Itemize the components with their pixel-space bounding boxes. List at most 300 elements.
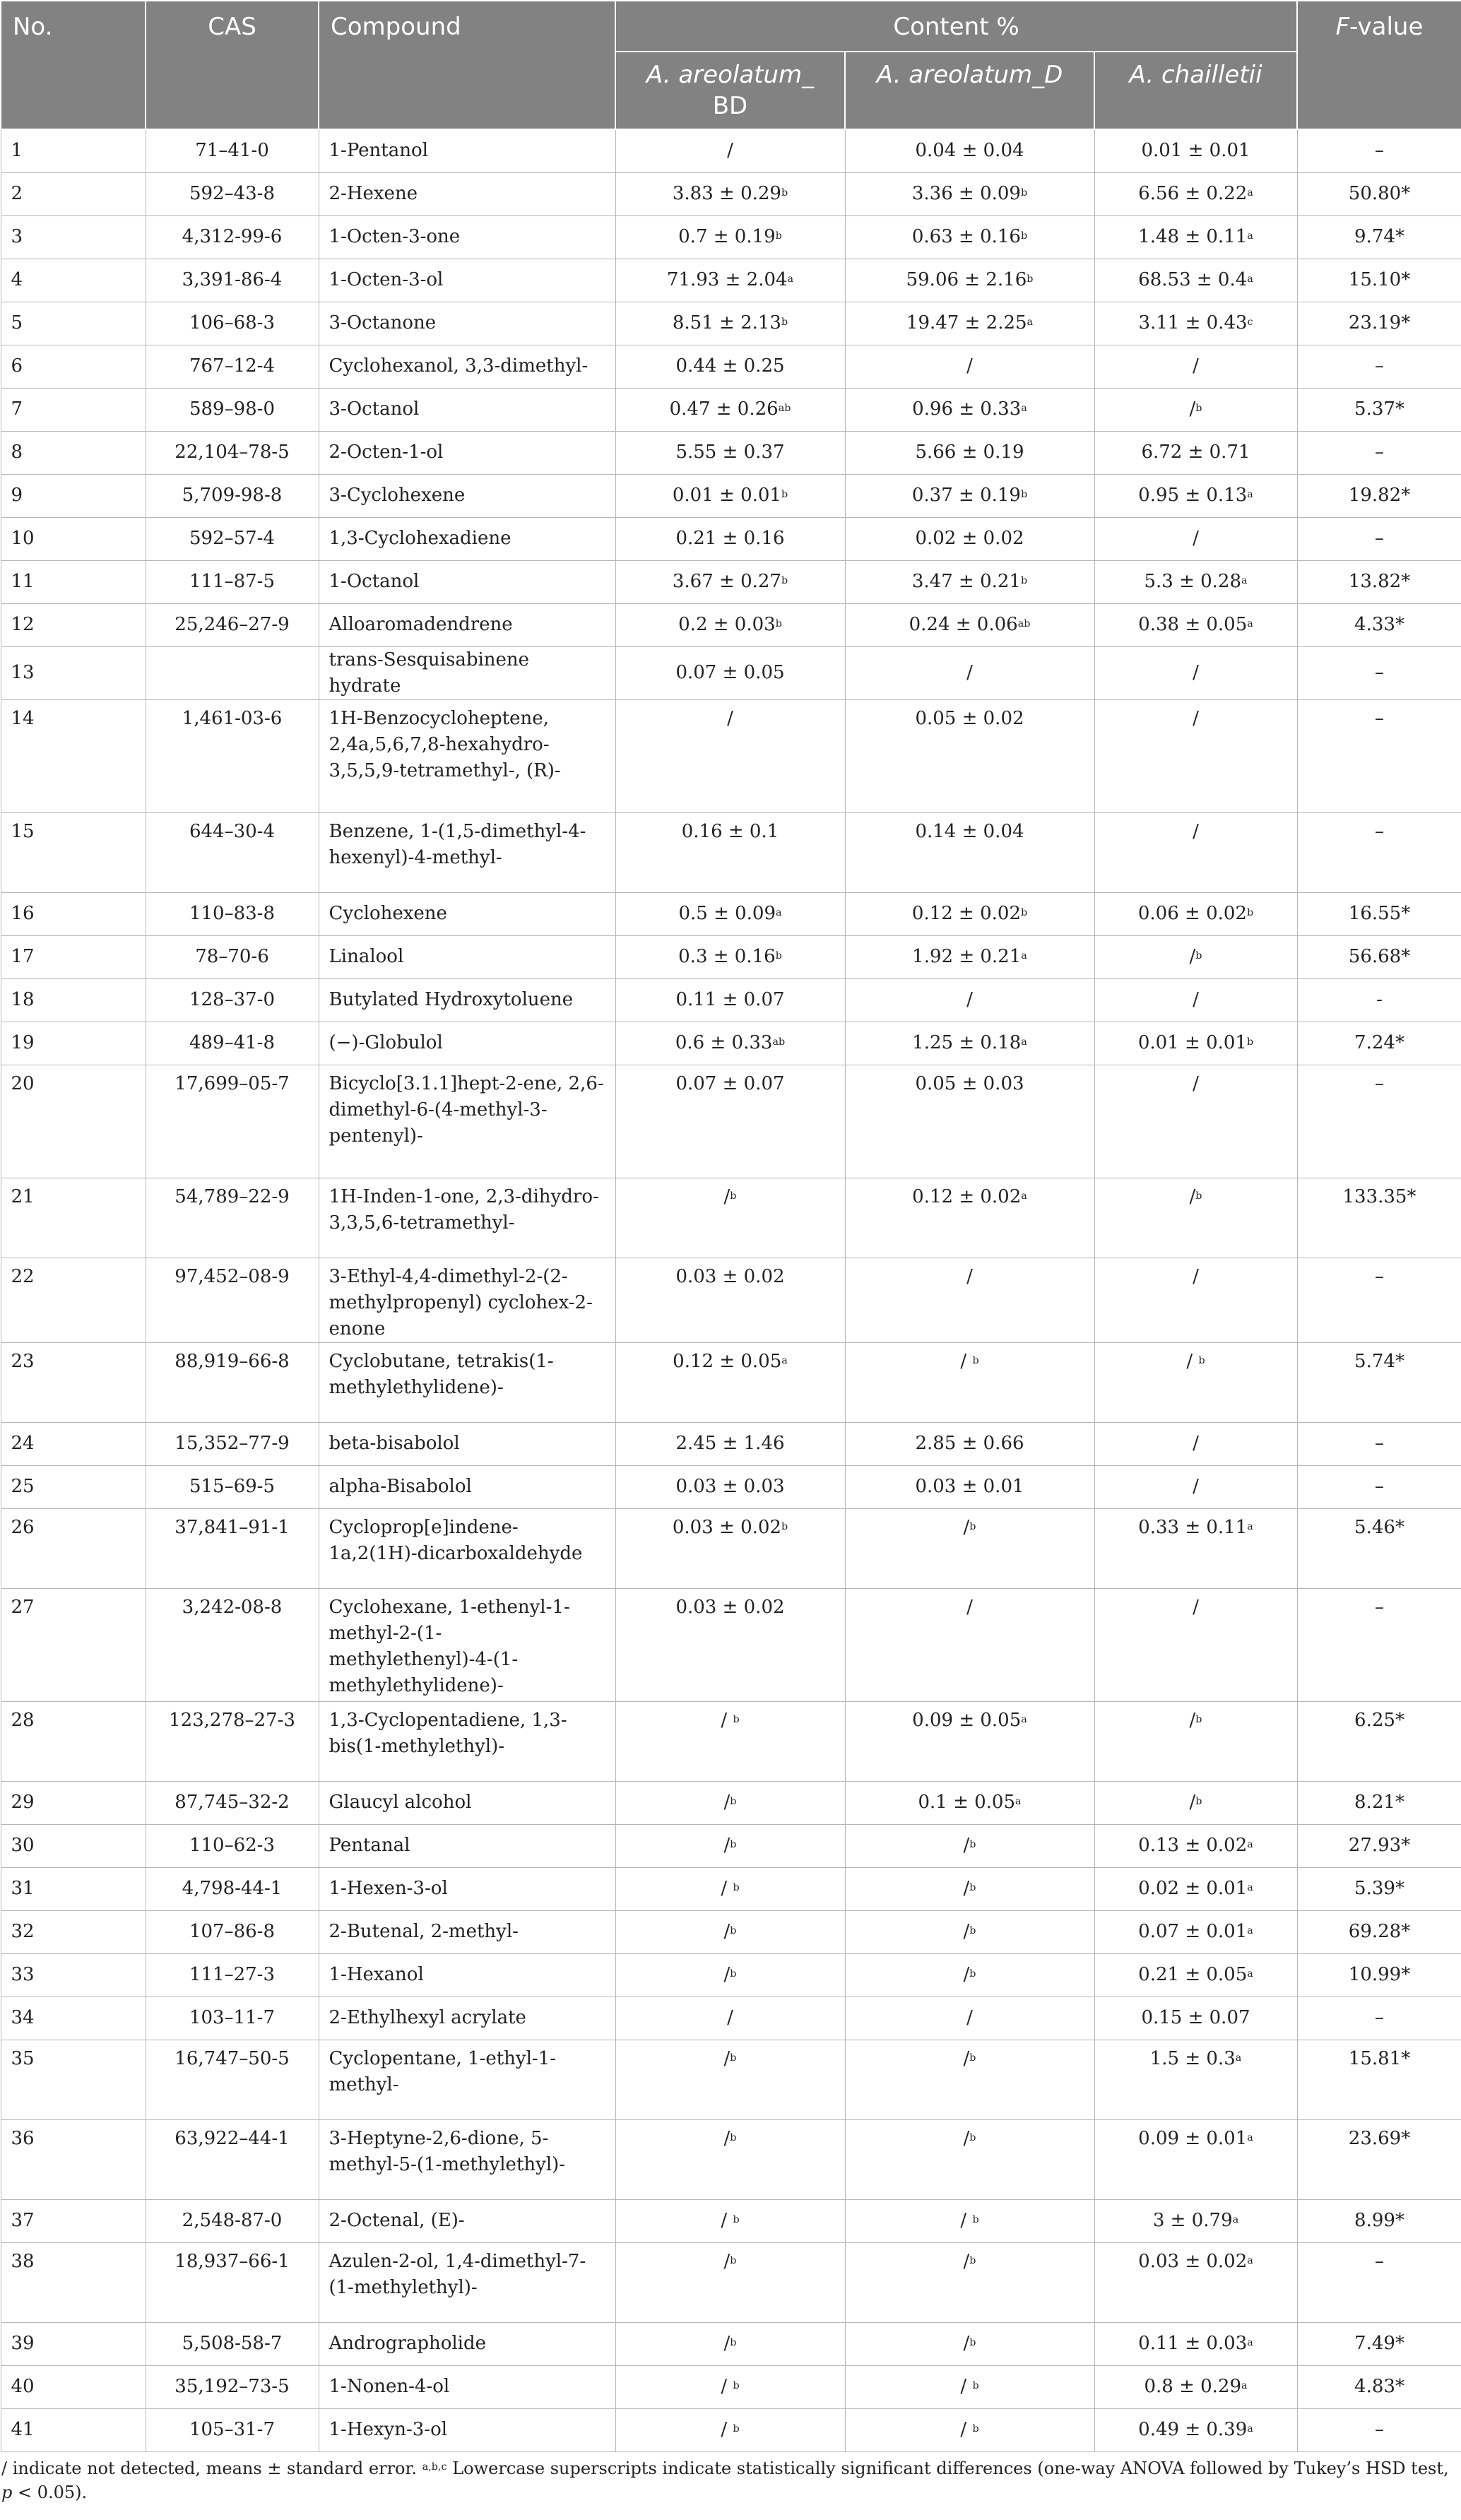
header-cas: CAS [146, 1, 319, 129]
cell-a-areolatum-d-superscript: a [1027, 317, 1034, 328]
cell-cas [146, 646, 319, 699]
cell-no-text: 30 [11, 1835, 35, 1856]
cell-a-chailletii-text: / [1193, 1265, 1199, 1287]
cell-a-areolatum-d [845, 2040, 1094, 2119]
cell-no-text: 3 [11, 226, 23, 247]
cell-compound [319, 517, 615, 560]
cell-f-value-text: – [1375, 2419, 1384, 2440]
cell-a-chailletii [1094, 1910, 1297, 1953]
cell-a-areolatum-d-text: / [966, 2007, 973, 2028]
cell-a-areolatum-bd-superscript: b [733, 1882, 740, 1893]
cell-f-value [1297, 1867, 1461, 1910]
cell-f-value [1297, 474, 1461, 517]
cell-a-chailletii-text: / [1193, 707, 1199, 729]
cell-f-value-text: 15.81* [1348, 2047, 1411, 2069]
cell-cas-text: 110–62-3 [189, 1835, 276, 1856]
cell-a-chailletii-text: / [1193, 820, 1199, 842]
cell-no-text: 10 [11, 528, 35, 549]
cell-a-areolatum-bd-text: / [723, 1921, 730, 1942]
cell-f-value [1297, 302, 1461, 345]
cell-cas-text: 18,937–66-1 [175, 2250, 290, 2272]
cell-f-value [1297, 646, 1461, 699]
cell-a-areolatum-bd [615, 2365, 845, 2408]
cell-a-chailletii-superscript: b [1198, 1354, 1205, 1366]
cell-a-chailletii-text: / [1193, 1433, 1199, 1454]
cell-a-areolatum-bd-text: 0.03 ± 0.02 [672, 1516, 781, 1538]
table-header [1, 1, 1461, 129]
cell-a-areolatum-d-text: 0.1 ± 0.05 [918, 1792, 1016, 1813]
header-no: No. [1, 1, 146, 129]
cell-compound-text: 1-Hexyn-3-ol [329, 2419, 448, 2440]
cell-a-chailletii-superscript: a [1241, 2380, 1248, 2391]
cell-a-chailletii-text: / [1193, 1476, 1199, 1497]
cell-f-value [1297, 2040, 1461, 2119]
cell-a-areolatum-d [845, 2119, 1094, 2199]
cell-cas [146, 388, 319, 431]
cell-cas [146, 1465, 319, 1508]
cell-cas-text: 592–43-8 [189, 183, 276, 204]
cell-a-chailletii [1094, 1422, 1297, 1465]
cell-a-areolatum-bd-text: 0.47 ± 0.26 [669, 398, 779, 420]
cell-a-areolatum-d-text: 1.92 ± 0.21 [912, 946, 1022, 967]
cell-a-chailletii-text: 0.15 ± 0.07 [1141, 2007, 1250, 2028]
cell-compound [319, 978, 615, 1022]
header-a-areolatum-bd: A. areolatum_ BD [615, 52, 845, 129]
cell-a-areolatum-bd [615, 1508, 845, 1588]
cell-f-value [1297, 1701, 1461, 1781]
cell-a-areolatum-bd-text: 0.03 ± 0.02 [675, 1596, 785, 1618]
table-row [1, 2040, 1461, 2119]
cell-a-areolatum-bd [615, 388, 845, 431]
cell-compound [319, 892, 615, 935]
cell-no-text: 23 [11, 1350, 35, 1372]
cell-a-chailletii-text: / [1189, 946, 1196, 967]
cell-a-chailletii [1094, 1065, 1297, 1178]
cell-a-areolatum-d-text: / [963, 1921, 970, 1942]
cell-a-chailletii [1094, 1508, 1297, 1588]
cell-a-areolatum-d-text: / [966, 989, 973, 1010]
cell-cas [146, 215, 319, 259]
cell-f-value [1297, 560, 1461, 603]
cell-cas-text: 123,278–27-3 [169, 1709, 295, 1731]
cell-compound [319, 172, 615, 215]
cell-no [1, 892, 146, 935]
cell-a-areolatum-bd-superscript: b [730, 1925, 737, 1936]
cell-cas [146, 560, 319, 603]
cell-a-chailletii [1094, 1022, 1297, 1065]
cell-f-value-text: 7.24* [1354, 1032, 1404, 1053]
cell-no [1, 431, 146, 474]
cell-a-chailletii [1094, 259, 1297, 302]
cell-a-areolatum-bd-superscript: b [730, 2254, 737, 2266]
cell-cas [146, 2119, 319, 2199]
cell-a-chailletii-text: 0.8 ± 0.29 [1144, 2376, 1242, 2397]
cell-a-chailletii-superscript: a [1247, 2131, 1253, 2143]
cell-f-value-text: – [1375, 1596, 1384, 1618]
cell-a-areolatum-d-superscript: a [1021, 403, 1027, 414]
cell-compound [319, 388, 615, 431]
cell-compound-text: Cyclopentane, 1-ethyl-1-methyl- [329, 2047, 557, 2095]
cell-f-value [1297, 2322, 1461, 2365]
cell-compound [319, 1065, 615, 1178]
cell-no-text: 7 [11, 398, 23, 420]
cell-a-areolatum-d [845, 1824, 1094, 1867]
cell-f-value-text: – [1375, 820, 1384, 842]
cell-a-areolatum-d-text: 0.05 ± 0.03 [915, 1072, 1024, 1094]
cell-cas-text: 592–57-4 [189, 528, 276, 549]
cell-a-chailletii-superscript: b [1195, 1796, 1202, 1807]
cell-f-value-text: 56.68* [1348, 946, 1411, 967]
cell-a-areolatum-d [845, 517, 1094, 560]
cell-a-chailletii [1094, 1258, 1297, 1342]
cell-a-chailletii [1094, 517, 1297, 560]
cell-compound [319, 1781, 615, 1824]
cell-a-areolatum-bd-text: / [721, 1709, 733, 1731]
cell-f-value [1297, 2199, 1461, 2242]
cell-a-areolatum-bd [615, 2322, 845, 2365]
cell-a-areolatum-bd [615, 2242, 845, 2322]
cell-no-text: 38 [11, 2250, 35, 2272]
cell-f-value-text: – [1375, 1072, 1384, 1094]
cell-cas-text: 110–83-8 [189, 903, 276, 924]
cell-a-areolatum-d [845, 892, 1094, 935]
cell-a-areolatum-d [845, 1588, 1094, 1701]
cell-f-value-text: – [1375, 355, 1384, 377]
cell-f-value-text: – [1375, 1433, 1384, 1454]
cell-a-areolatum-d-text: / [966, 1265, 973, 1287]
cell-a-areolatum-bd [615, 129, 845, 172]
table-row [1, 1422, 1461, 1465]
cell-a-areolatum-d-text: 3.47 ± 0.21 [911, 571, 1021, 592]
cell-a-areolatum-d [845, 302, 1094, 345]
cell-a-areolatum-d [845, 1953, 1094, 1997]
cell-compound-text: 1-Octen-3-ol [329, 269, 444, 290]
cell-a-areolatum-d [845, 935, 1094, 978]
cell-no [1, 388, 146, 431]
cell-a-chailletii-text: 6.56 ± 0.22 [1138, 183, 1248, 204]
cell-a-areolatum-d-superscript: b [969, 1882, 976, 1893]
cell-no-text: 41 [11, 2419, 35, 2440]
cell-f-value-text: 23.19* [1348, 312, 1411, 333]
cell-compound [319, 345, 615, 388]
cell-a-areolatum-bd-superscript: b [781, 489, 788, 500]
header-a-chailletii: A. chailletii [1094, 52, 1297, 129]
cell-compound [319, 2365, 615, 2408]
table-row [1, 892, 1461, 935]
cell-a-areolatum-bd-text: / [727, 707, 733, 729]
cell-compound [319, 1508, 615, 1588]
cell-f-value-text: – [1375, 1265, 1384, 1287]
table-row [1, 1178, 1461, 1258]
cell-cas [146, 1997, 319, 2040]
cell-a-areolatum-bd-text: / [723, 2333, 730, 2354]
cell-no-text: 26 [11, 1516, 35, 1538]
cell-a-areolatum-d-text: / [963, 1835, 970, 1856]
cell-a-chailletii-text: 5.3 ± 0.28 [1144, 571, 1242, 592]
cell-a-chailletii-text: 0.21 ± 0.05 [1138, 1964, 1248, 1985]
cell-a-areolatum-d-text: 0.09 ± 0.05 [912, 1709, 1022, 1731]
cell-a-areolatum-d [845, 2365, 1094, 2408]
cell-cas [146, 1508, 319, 1588]
cell-f-value-text: 4.33* [1354, 614, 1404, 635]
cell-f-value-text: 23.69* [1348, 2127, 1411, 2149]
cell-a-areolatum-d [845, 603, 1094, 646]
cell-cas [146, 259, 319, 302]
table-row [1, 259, 1461, 302]
cell-a-areolatum-d-text: 0.05 ± 0.02 [915, 707, 1024, 729]
cell-no-text: 19 [11, 1032, 35, 1053]
cell-a-areolatum-bd-text: 71.93 ± 2.04 [666, 269, 788, 290]
cell-a-areolatum-d-text: 0.03 ± 0.01 [915, 1476, 1024, 1497]
table-row [1, 2365, 1461, 2408]
cell-a-areolatum-d-text: 0.12 ± 0.02 [912, 1185, 1022, 1207]
cell-compound-text: 3-Cyclohexene [329, 485, 466, 506]
cell-cas-text: 105–31-7 [189, 2419, 276, 2440]
cell-a-areolatum-d [845, 1258, 1094, 1342]
cell-a-chailletii-text: 0.01 ± 0.01 [1137, 1032, 1247, 1053]
table-row [1, 1508, 1461, 1588]
cell-a-areolatum-d [845, 1022, 1094, 1065]
cell-f-value [1297, 1065, 1461, 1178]
cell-no-text: 4 [11, 269, 23, 290]
cell-a-chailletii [1094, 2408, 1297, 2451]
cell-a-chailletii-text: 0.33 ± 0.11 [1138, 1516, 1248, 1538]
cell-a-areolatum-d [845, 560, 1094, 603]
cell-a-chailletii [1094, 2365, 1297, 2408]
cell-a-areolatum-bd [615, 1022, 845, 1065]
cell-a-areolatum-bd-superscript: b [730, 2337, 737, 2348]
cell-compound [319, 2119, 615, 2199]
cell-a-areolatum-bd [615, 646, 845, 699]
cell-compound [319, 1953, 615, 1997]
table-row [1, 474, 1461, 517]
cell-a-chailletii [1094, 345, 1297, 388]
cell-cas [146, 699, 319, 812]
cell-compound-text: 3-Heptyne-2,6-dione, 5-methyl-5-(1-methylethyl)- [329, 2127, 566, 2175]
cell-a-chailletii-text: 0.03 ± 0.02 [1138, 2250, 1248, 2272]
cell-a-areolatum-d-text: / [963, 2127, 970, 2149]
cell-a-chailletii-text: / [1189, 1185, 1196, 1207]
cell-no [1, 1422, 146, 1465]
cell-compound-text: 2-Hexene [329, 183, 418, 204]
cell-f-value-text: 19.82* [1348, 485, 1411, 506]
cell-no [1, 1867, 146, 1910]
table-row [1, 978, 1461, 1022]
cell-cas-text: 17,699–05-7 [175, 1072, 290, 1094]
cell-a-areolatum-d-superscript: a [1015, 1796, 1022, 1807]
cell-a-chailletii [1094, 1781, 1297, 1824]
cell-cas-text: 111–87-5 [189, 571, 276, 592]
cell-compound-text: Benzene, 1-(1,5-dimethyl-4-hexenyl)-4-methyl- [329, 820, 586, 868]
cell-a-areolatum-bd-text: / [723, 2047, 730, 2069]
cell-f-value-text: 8.99* [1354, 2210, 1404, 2231]
cell-compound-text: Cyclobutane, tetrakis(1-methylethylidene)- [329, 1350, 554, 1398]
cell-a-areolatum-bd-text: / [727, 140, 733, 162]
cell-no [1, 1258, 146, 1342]
cell-a-areolatum-d-superscript: b [969, 2254, 976, 2266]
cell-a-chailletii [1094, 892, 1297, 935]
cell-a-chailletii-superscript: a [1241, 575, 1248, 586]
cell-f-value [1297, 2242, 1461, 2322]
cell-a-chailletii [1094, 603, 1297, 646]
cell-compound [319, 1422, 615, 1465]
cell-a-areolatum-bd [615, 345, 845, 388]
cell-cas-text: 16,747–50-5 [175, 2047, 290, 2069]
cell-no [1, 517, 146, 560]
cell-cas [146, 2322, 319, 2365]
cell-f-value [1297, 388, 1461, 431]
cell-a-chailletii-text: / [1193, 989, 1199, 1010]
cell-a-areolatum-bd-superscript: a [776, 907, 782, 918]
cell-no-text: 13 [11, 662, 35, 683]
cell-compound-text: 3-Octanol [329, 398, 420, 420]
cell-a-chailletii-text: 3 ± 0.79 [1152, 2210, 1233, 2231]
cell-no-text: 24 [11, 1433, 35, 1454]
cell-a-areolatum-d-superscript: b [972, 2380, 979, 2391]
cell-a-areolatum-d [845, 2199, 1094, 2242]
cell-a-areolatum-bd-superscript: ab [778, 403, 791, 414]
cell-f-value-text: 5.37* [1354, 398, 1404, 420]
cell-cas-text: 97,452–08-9 [175, 1265, 290, 1287]
cell-no [1, 1065, 146, 1178]
cell-cas-text: 3,391-86-4 [182, 269, 283, 290]
cell-f-value-text: – [1375, 662, 1384, 683]
cell-compound-text: 1-Hexen-3-ol [329, 1878, 448, 1899]
cell-no-text: 18 [11, 989, 35, 1010]
cell-f-value [1297, 2408, 1461, 2451]
cell-a-chailletii-superscript: a [1247, 273, 1253, 285]
cell-a-chailletii [1094, 2119, 1297, 2199]
cell-a-chailletii-superscript: b [1195, 950, 1202, 962]
cell-no-text: 11 [11, 571, 35, 592]
cell-a-areolatum-bd-text: 0.7 ± 0.19 [678, 226, 776, 247]
cell-a-areolatum-d-text: 0.63 ± 0.16 [911, 226, 1021, 247]
cell-a-areolatum-d-text: 0.14 ± 0.04 [915, 820, 1024, 842]
cell-no-text: 40 [11, 2376, 35, 2397]
cell-a-areolatum-bd [615, 560, 845, 603]
table-row [1, 1701, 1461, 1781]
cell-a-areolatum-bd-text: / [723, 1964, 730, 1985]
cell-compound-text: Bicyclo[3.1.1]hept-2-ene, 2,6-dimethyl-6-(4-methyl-3-pentenyl)- [329, 1072, 604, 1147]
cell-cas-text: 4,312-99-6 [182, 226, 283, 247]
cell-a-areolatum-bd [615, 1422, 845, 1465]
cell-compound-text: 2-Ethylhexyl acrylate [329, 2007, 526, 2028]
cell-a-areolatum-bd-text: 0.16 ± 0.1 [681, 820, 779, 842]
cell-a-chailletii-text: 0.13 ± 0.02 [1138, 1835, 1248, 1856]
cell-a-areolatum-bd-text: 0.3 ± 0.16 [678, 946, 776, 967]
cell-f-value [1297, 1342, 1461, 1422]
cell-a-areolatum-d [845, 1867, 1094, 1910]
cell-a-areolatum-bd [615, 812, 845, 892]
cell-a-areolatum-bd-text: 0.03 ± 0.03 [675, 1476, 785, 1497]
cell-no [1, 812, 146, 892]
cell-no [1, 2365, 146, 2408]
cell-a-areolatum-d-text: / [963, 2047, 970, 2069]
table-footnote: / indicate not detected, means ± standard error. $^{a,b,c}$ Lowercase superscripts indicate statistically significant differences (one-way ANOVA followed by Tukey’s HSD test, p < 0.05). [1, 2458, 1449, 2502]
cell-a-chailletii-text: 1.48 ± 0.11 [1138, 226, 1248, 247]
cell-a-areolatum-bd-superscript: b [775, 618, 782, 629]
cell-no [1, 699, 146, 812]
cell-no [1, 1178, 146, 1258]
cell-a-chailletii-text: / [1189, 398, 1196, 420]
cell-no-text: 20 [11, 1072, 35, 1094]
table-row [1, 1910, 1461, 1953]
table-row [1, 517, 1461, 560]
cell-a-areolatum-bd [615, 431, 845, 474]
cell-a-areolatum-d-text: / [960, 2419, 973, 2440]
cell-a-areolatum-bd-text: / [723, 2250, 730, 2272]
cell-no [1, 215, 146, 259]
cell-no-text: 27 [11, 1596, 35, 1618]
cell-a-areolatum-d-text: 5.66 ± 0.19 [915, 442, 1024, 463]
cell-a-areolatum-bd [615, 2040, 845, 2119]
cell-a-chailletii [1094, 646, 1297, 699]
cell-a-areolatum-bd-superscript: b [781, 317, 788, 328]
cell-a-areolatum-bd-superscript: ab [772, 1036, 786, 1048]
cell-cas [146, 1022, 319, 1065]
cell-a-areolatum-d-superscript: b [969, 1839, 976, 1850]
cell-f-value [1297, 699, 1461, 812]
cell-no-text: 36 [11, 2127, 35, 2149]
cell-compound [319, 1588, 615, 1701]
cell-a-areolatum-bd-superscript: b [733, 2423, 740, 2435]
cell-no-text: 14 [11, 707, 35, 729]
cell-a-areolatum-d-superscript: b [969, 2052, 976, 2064]
cell-f-value [1297, 978, 1461, 1022]
cell-a-areolatum-bd [615, 474, 845, 517]
cell-f-value-text: 4.83* [1354, 2376, 1404, 2397]
cell-f-value [1297, 129, 1461, 172]
cell-a-chailletii [1094, 1997, 1297, 2040]
cell-a-areolatum-d [845, 812, 1094, 892]
cell-a-areolatum-bd [615, 259, 845, 302]
cell-f-value-text: 15.10* [1348, 269, 1411, 290]
cell-compound [319, 2199, 615, 2242]
table-row [1, 1824, 1461, 1867]
cell-a-areolatum-bd [615, 215, 845, 259]
table-body [1, 129, 1461, 2451]
cell-a-areolatum-d-superscript: a [1021, 950, 1027, 962]
cell-f-value-text: - [1376, 989, 1383, 1010]
cell-a-areolatum-bd-superscript: b [730, 1968, 737, 1980]
table-row [1, 2199, 1461, 2242]
cell-cas-text: 644–30-4 [189, 820, 276, 842]
cell-a-areolatum-d [845, 1422, 1094, 1465]
cell-compound-text: Glaucyl alcohol [329, 1792, 472, 1813]
table-row [1, 1867, 1461, 1910]
cell-a-areolatum-bd-text: 3.67 ± 0.27 [672, 571, 781, 592]
table-row [1, 2119, 1461, 2199]
cell-a-chailletii-text: / [1193, 662, 1199, 683]
cell-no [1, 259, 146, 302]
cell-a-chailletii [1094, 129, 1297, 172]
cell-f-value [1297, 1422, 1461, 1465]
cell-a-areolatum-bd-text: 5.55 ± 0.37 [675, 442, 785, 463]
cell-no [1, 302, 146, 345]
cell-compound [319, 215, 615, 259]
cell-f-value-text: 27.93* [1348, 1835, 1411, 1856]
cell-a-areolatum-bd-text: 3.83 ± 0.29 [672, 183, 781, 204]
cell-a-areolatum-d-text: 0.04 ± 0.04 [915, 140, 1024, 162]
cell-a-chailletii [1094, 1953, 1297, 1997]
cell-no [1, 1910, 146, 1953]
cell-a-areolatum-d [845, 2408, 1094, 2451]
cell-a-areolatum-d-superscript: ab [1017, 618, 1031, 629]
cell-no [1, 1465, 146, 1508]
cell-no [1, 1781, 146, 1824]
cell-f-value-text: 5.39* [1354, 1878, 1404, 1899]
cell-f-value-text: 133.35* [1342, 1185, 1416, 1207]
